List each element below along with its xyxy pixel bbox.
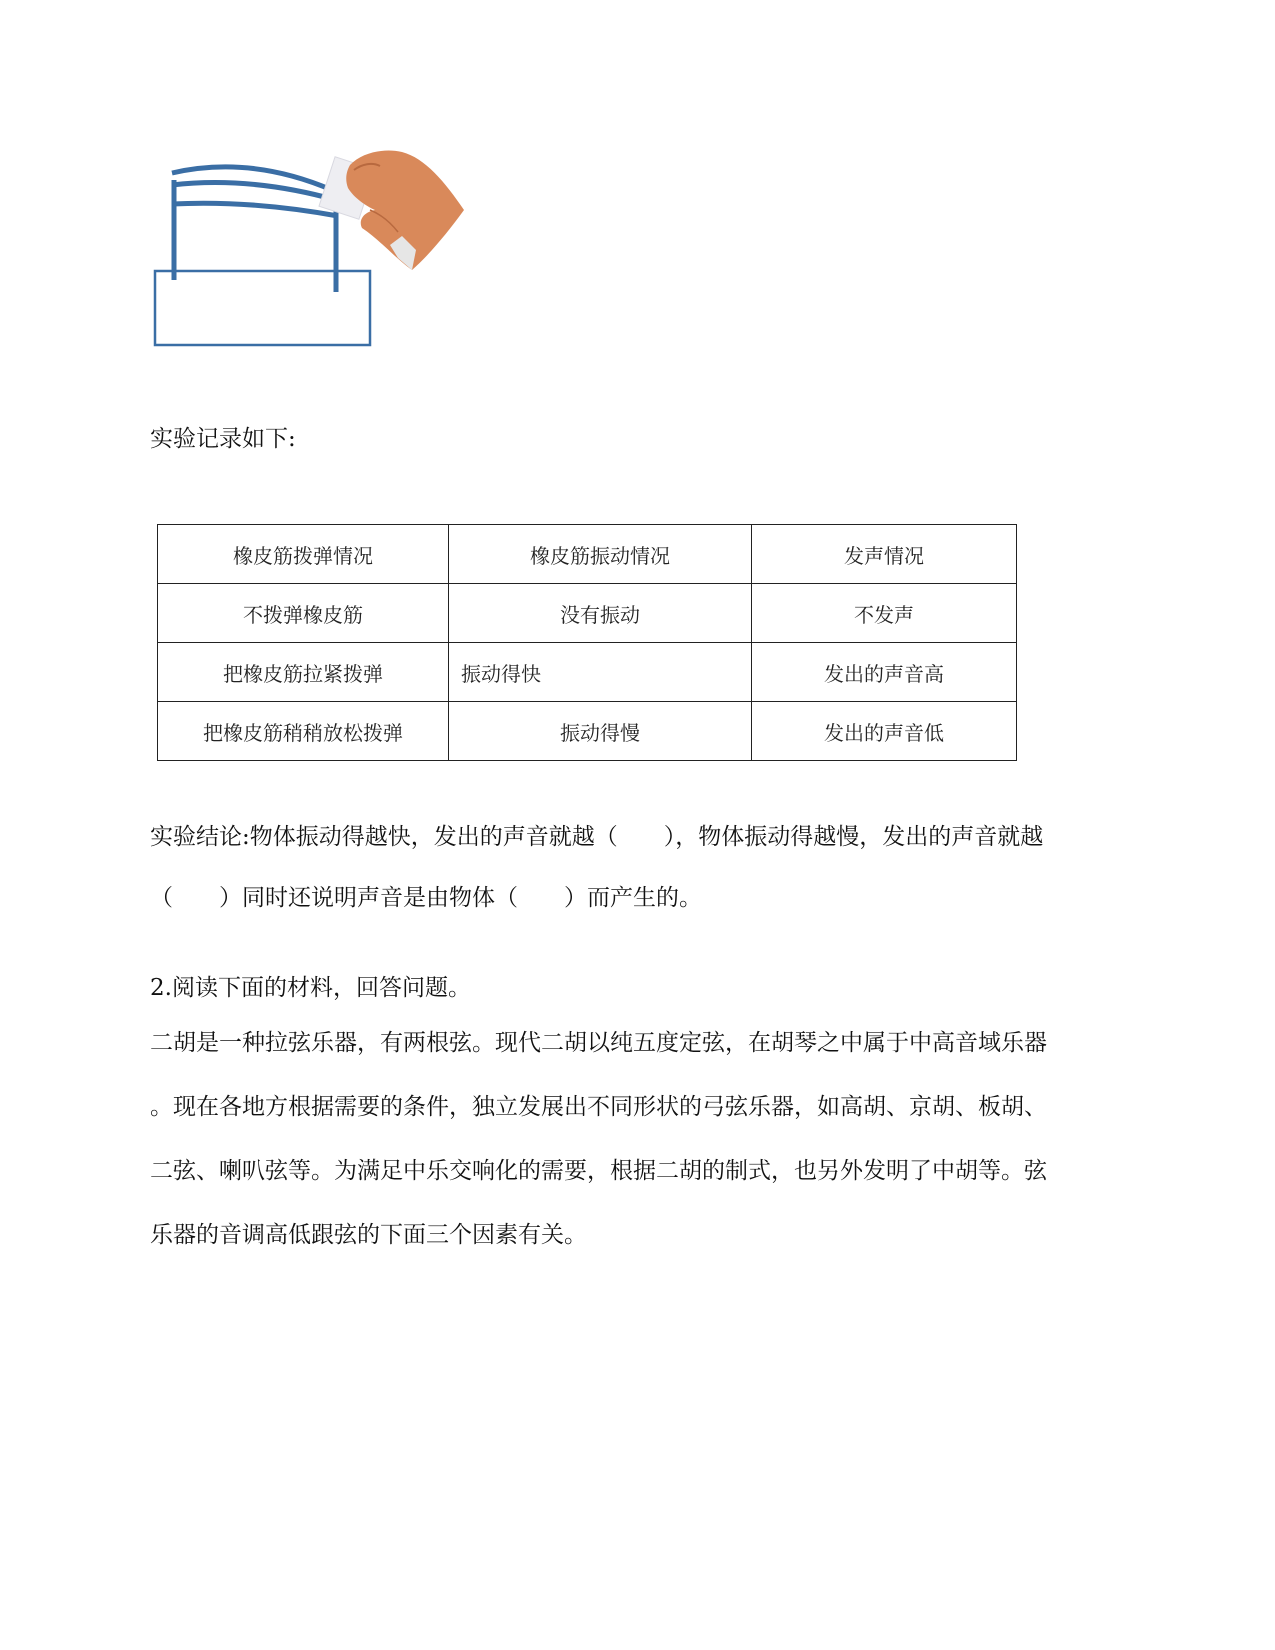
rubber-band-middle — [172, 183, 336, 200]
conclusion-line-2: （ ）同时还说明声音是由物体（ ）而产生的。 — [150, 885, 702, 911]
table-row — [158, 525, 1017, 584]
passage-line-3: 二弦、喇叭弦等。为满足中乐交响化的需要，根据二胡的制式，也另外发明了中胡等。弦 — [150, 1158, 1047, 1184]
table-header-cell: 发声情况 — [752, 525, 1017, 584]
table-cell: 振动得快 — [449, 643, 752, 702]
conclusion-line-1: 实验结论:物体振动得越快，发出的声音就越（ ），物体振动得越慢，发出的声音就越 — [150, 824, 1044, 850]
passage-line-2: 。现在各地方根据需要的条件，独立发展出不同形状的弓弦乐器，如高胡、京胡、板胡、 — [150, 1094, 1047, 1120]
question-2-title: 2.阅读下面的材料，回答问题。 — [150, 975, 471, 1001]
table-cell: 把橡皮筋拉紧拨弹 — [158, 643, 449, 702]
table-row — [158, 643, 1017, 702]
table-cell: 不发声 — [752, 584, 1017, 643]
rubber-band-bottom — [172, 203, 338, 216]
record-caption: 实验记录如下: — [150, 426, 296, 452]
passage-line-4: 乐器的音调高低跟弦的下面三个因素有关。 — [150, 1222, 587, 1248]
table-header-cell: 橡皮筋拨弹情况 — [158, 525, 449, 584]
hand-icon — [319, 151, 464, 270]
table-cell: 发出的声音高 — [752, 643, 1017, 702]
table-header-cell: 橡皮筋振动情况 — [449, 525, 752, 584]
rubber-band-experiment-figure — [140, 140, 490, 370]
table-cell: 不拨弹橡皮筋 — [158, 584, 449, 643]
experiment-record-table — [157, 524, 1017, 761]
passage-line-1: 二胡是一种拉弦乐器，有两根弦。现代二胡以纯五度定弦，在胡琴之中属于中高音域乐器 — [150, 1030, 1047, 1056]
table-cell: 振动得慢 — [449, 702, 752, 761]
table-cell: 发出的声音低 — [752, 702, 1017, 761]
table-row — [158, 702, 1017, 761]
table-row — [158, 584, 1017, 643]
table-cell: 没有振动 — [449, 584, 752, 643]
table-cell: 把橡皮筋稍稍放松拨弹 — [158, 702, 449, 761]
